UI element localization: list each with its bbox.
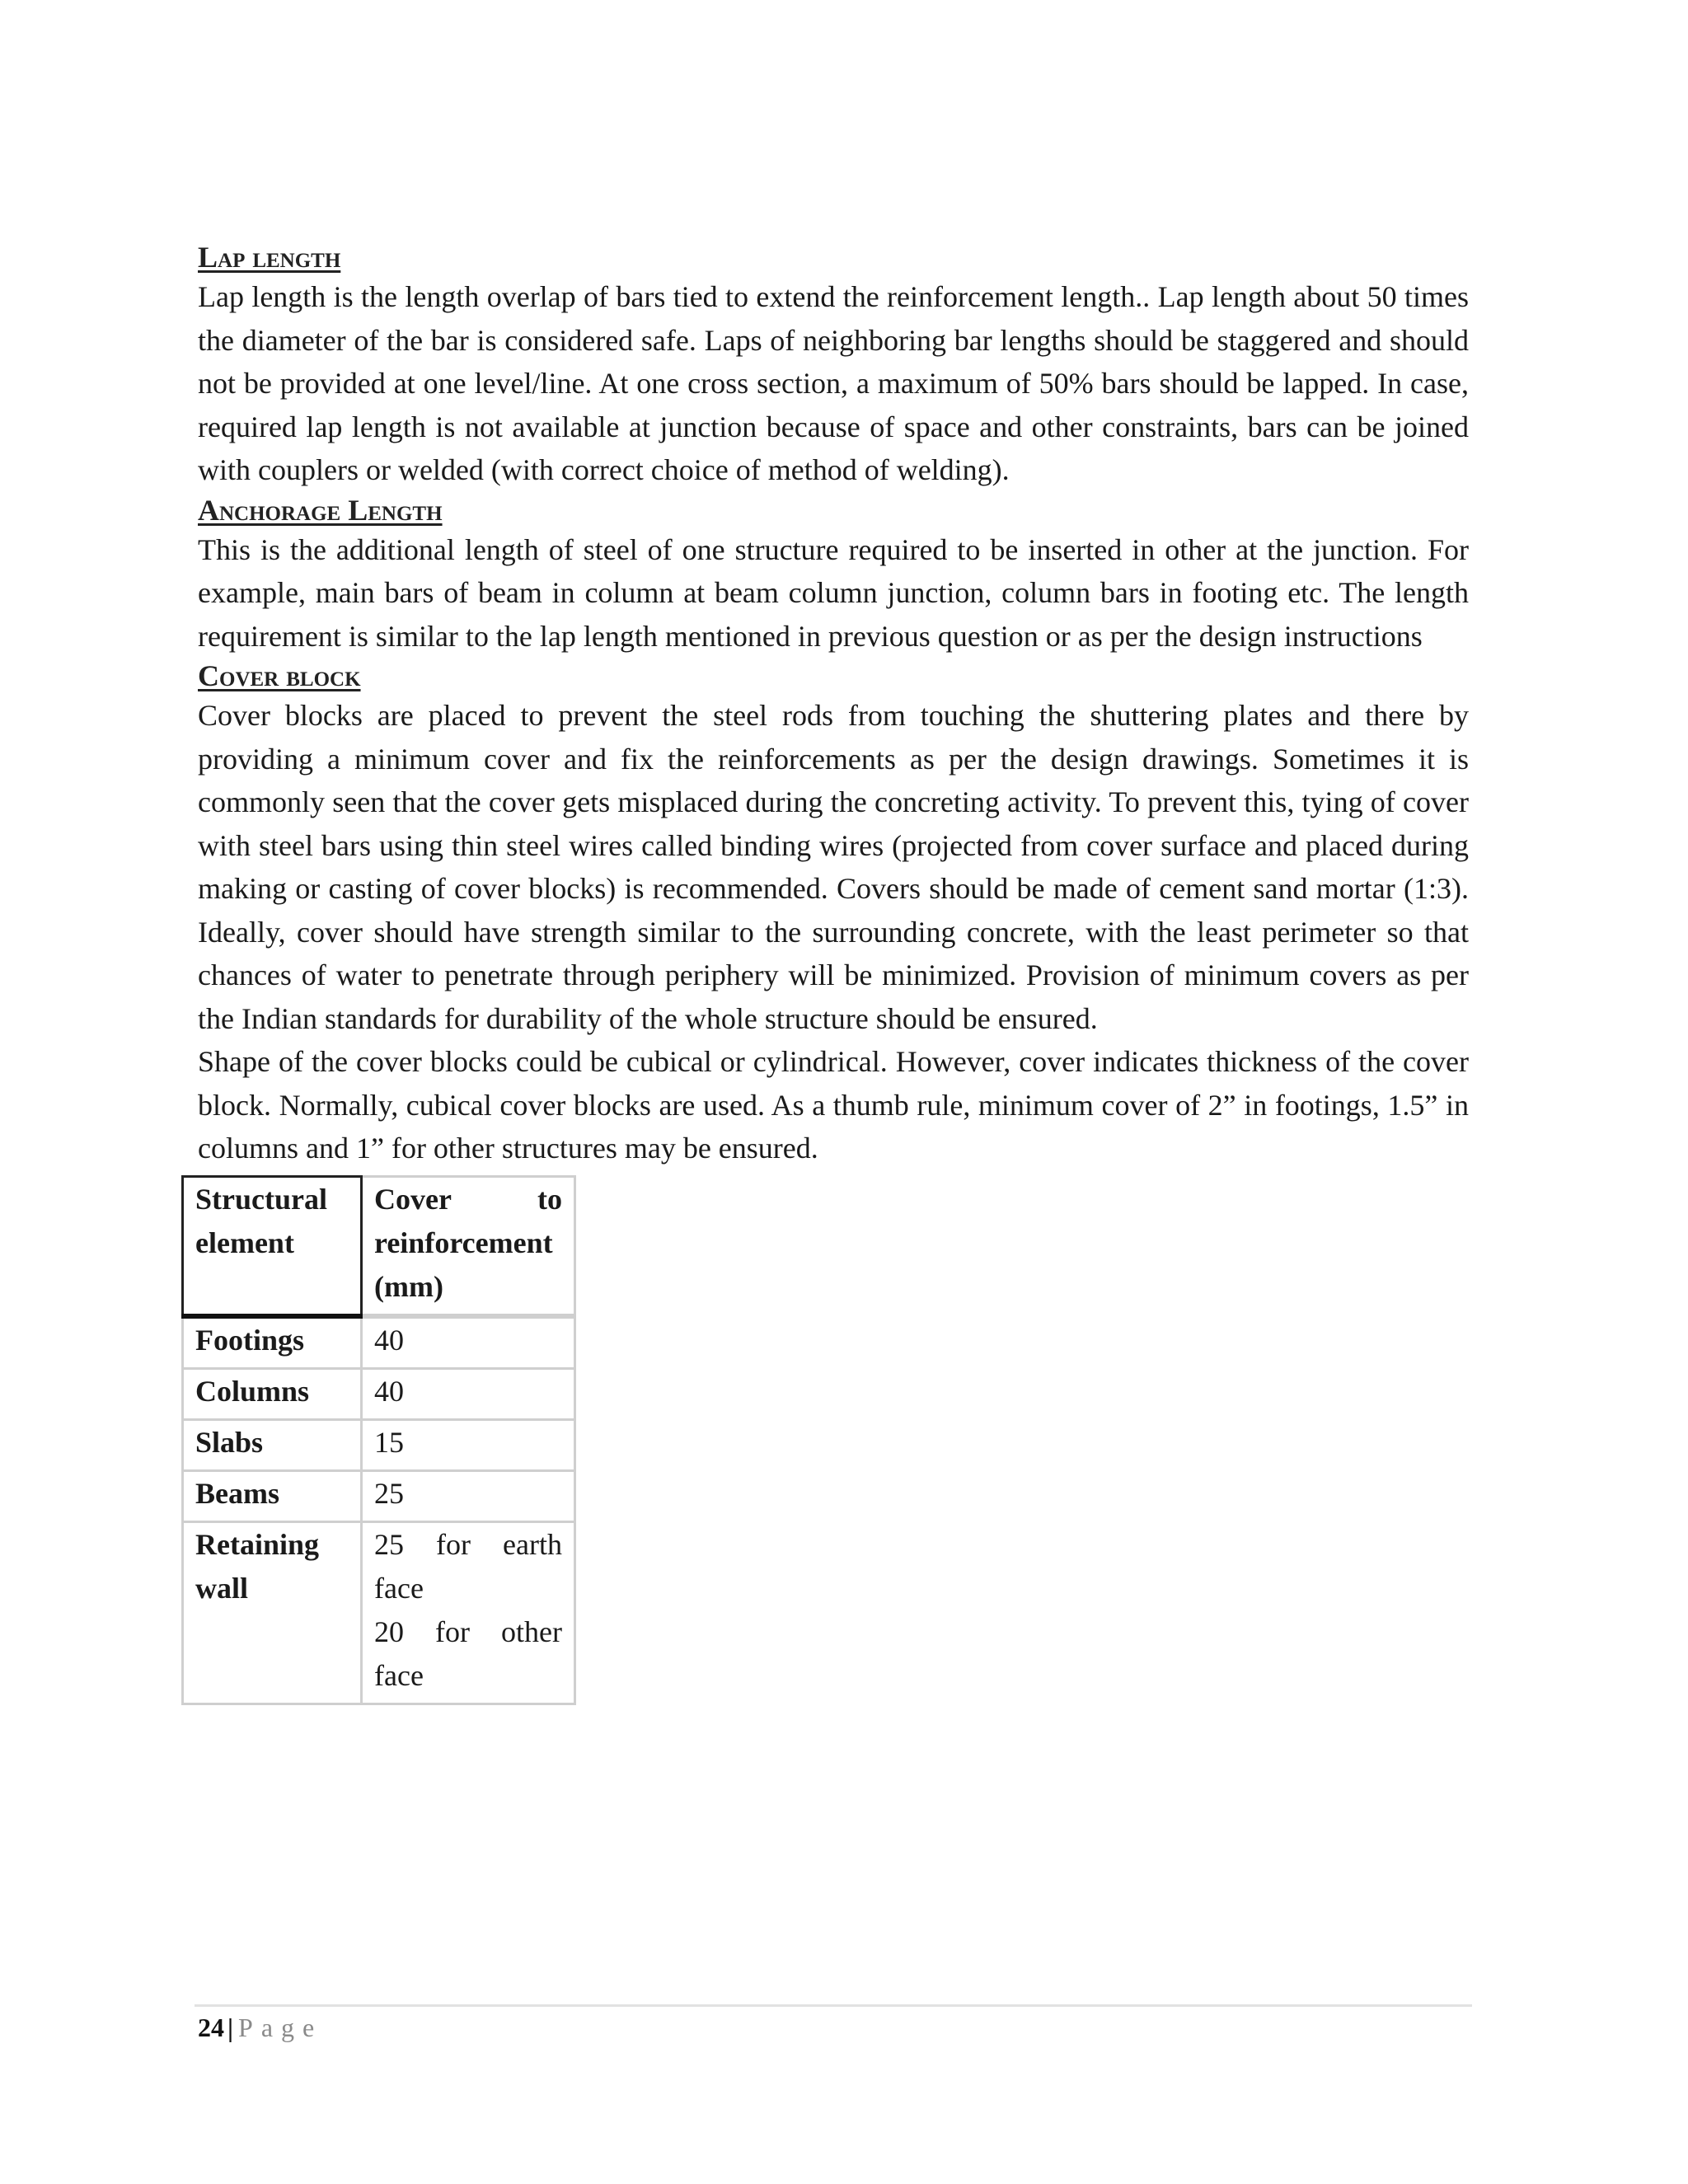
cell-line: Retaining bbox=[195, 1527, 320, 1561]
table-cell-element bbox=[183, 1521, 362, 1704]
table-cell-cover: 15 bbox=[362, 1419, 575, 1470]
table-row bbox=[183, 1419, 575, 1470]
header-structural-element bbox=[183, 1176, 362, 1316]
cover-block-paragraph-2: Shape of the cover blocks could be cubical or cylindrical. However, cover indicates thickness of the cover block. Normally, cubical cover blocks are used. As a thumb rule, minimum cover of 2” in footings, 1.5” in columns and 1” for other structures may be ensured. bbox=[198, 1045, 1469, 1165]
anchorage-length-paragraph: This is the additional length of steel of one structure required to be inserted in other at the junction. For example, main bars of beam in column at beam column junction, column bars in footing etc. The length requirement is similar to the lap length mentioned in previous question or as per the design instructions bbox=[198, 532, 1469, 653]
page-label: Page bbox=[238, 2013, 323, 2042]
cell-line: face bbox=[374, 1571, 424, 1605]
cell-line: wall bbox=[195, 1571, 249, 1605]
table-cell-cover: 40 bbox=[362, 1316, 575, 1369]
table-cell-element: Footings bbox=[183, 1316, 362, 1369]
table-cell-cover: 40 bbox=[362, 1368, 575, 1419]
footer-divider bbox=[195, 2004, 1472, 2007]
cover-table bbox=[181, 1175, 576, 1705]
anchorage-length-heading: Anchorage Length bbox=[198, 493, 443, 527]
table-cell-cover bbox=[362, 1521, 575, 1704]
table-header-row bbox=[183, 1176, 575, 1316]
header-cell-line: (mm) bbox=[374, 1269, 443, 1303]
lap-length-paragraph: Lap length is the length overlap of bars tied to extend the reinforcement length.. Lap length about 50 times the diameter of the bar is considered safe. Laps of neighboring bar lengths should be staggered and should not be provided at one level/line. At one cross section, a maximum of 50% bars should be lapped. In case, required lap length is not available at junction because of space and other constraints, bars can be joined with couplers or welded (with correct choice of method of welding). bbox=[198, 280, 1469, 486]
cover-block-heading: Cover block bbox=[198, 659, 361, 692]
lap-length-heading: Lap length bbox=[198, 241, 341, 274]
table-cell-cover: 25 bbox=[362, 1470, 575, 1521]
header-cell-line: reinforcement bbox=[374, 1226, 553, 1259]
table-row bbox=[183, 1521, 575, 1704]
document-page bbox=[195, 239, 1469, 1705]
page-footer bbox=[198, 2009, 322, 2046]
table-cell-element: Beams bbox=[183, 1470, 362, 1521]
cell-line: 20 for other bbox=[374, 1615, 562, 1648]
table-row bbox=[183, 1470, 575, 1521]
footer-separator: | bbox=[227, 2013, 234, 2042]
table-row bbox=[183, 1316, 575, 1369]
cell-line: 25 for earth bbox=[374, 1527, 562, 1561]
page-number: 24 bbox=[198, 2013, 224, 2042]
cover-block-paragraph-1: Cover blocks are placed to prevent the steel rods from touching the shuttering plates and there by providing a minimum cover and fix the reinforcements as per the design drawings. Sometimes it is commonly seen that the cover gets misplaced during the concreting activity. To prevent this, tying of cover with steel bars using thin steel wires called binding wires (projected from cover surface and placed during making or casting of cover blocks) is recommended. Covers should be made of cement sand mortar (1:3). Ideally, cover should have strength similar to the surrounding concrete, with the least perimeter so that chances of water to penetrate through periphery will be minimized. Provision of minimum covers as per the Indian standards for durability of the whole structure should be ensured. bbox=[198, 699, 1469, 1035]
header-cell-line: Structural bbox=[195, 1182, 327, 1216]
header-cell-line: Cover to bbox=[374, 1182, 562, 1216]
header-cover-to-reinforcement bbox=[362, 1176, 575, 1316]
table-row bbox=[183, 1368, 575, 1419]
header-cell-line: element bbox=[195, 1226, 294, 1259]
table-cell-element: Columns bbox=[183, 1368, 362, 1419]
cell-line: face bbox=[374, 1658, 424, 1692]
table-cell-element: Slabs bbox=[183, 1419, 362, 1470]
